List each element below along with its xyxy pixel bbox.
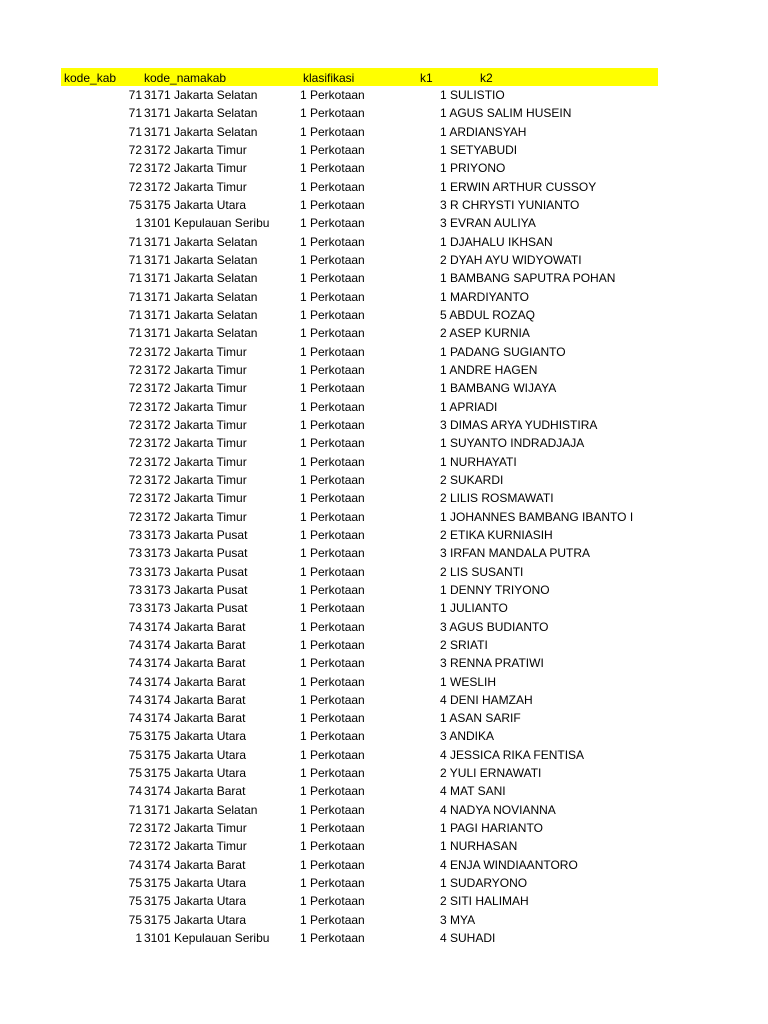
table-row [0, 782, 768, 800]
cell-k2[interactable]: 5 ABDUL ROZAQ [440, 307, 535, 322]
cell-kode-kab[interactable]: 72 [128, 344, 142, 359]
cell-kode-kab[interactable]: 72 [128, 362, 142, 377]
table-row [0, 214, 768, 232]
cell-klasifikasi[interactable]: 1 Perkotaan [300, 692, 365, 707]
cell-kode-kab[interactable]: 74 [128, 784, 142, 799]
cell-k2[interactable]: 3 EVRAN AULIYA [440, 216, 536, 231]
cell-klasifikasi[interactable]: 1 Perkotaan [300, 821, 365, 836]
table-row [0, 709, 768, 727]
cell-kode-kab[interactable]: 73 [128, 564, 142, 579]
cell-kode-kab[interactable]: 71 [128, 289, 142, 304]
cell-kode-kab[interactable]: 74 [128, 656, 142, 671]
cell-kode-kab[interactable]: 75 [128, 912, 142, 927]
table-row [0, 398, 768, 416]
cell-kode-kab[interactable]: 75 [128, 894, 142, 909]
cell-kode-namakab[interactable]: 3172 Jakarta Timur [144, 839, 247, 854]
cell-k2[interactable]: 1 NURHASAN [440, 839, 518, 854]
cell-klasifikasi[interactable]: 1 Perkotaan [300, 362, 365, 377]
cell-klasifikasi[interactable]: 1 Perkotaan [300, 839, 365, 854]
cell-k2[interactable]: 1 PAGI HARIANTO [440, 821, 543, 836]
cell-k2[interactable]: 3 AGUS BUDIANTO [440, 619, 549, 634]
table-row [0, 471, 768, 489]
cell-klasifikasi[interactable]: 1 Perkotaan [300, 674, 365, 689]
cell-k2[interactable]: 2 LIS SUSANTI [440, 564, 524, 579]
cell-k2[interactable]: 2 ASEP KURNIA [440, 326, 530, 341]
cell-kode-namakab[interactable]: 3173 Jakarta Pusat [144, 582, 248, 597]
cell-klasifikasi[interactable]: 1 Perkotaan [300, 509, 365, 524]
table-row [0, 159, 768, 177]
cell-kode-kab[interactable]: 73 [128, 527, 142, 542]
cell-k2[interactable]: 1 ASAN SARIF [440, 711, 521, 726]
cell-kode-namakab[interactable]: 3172 Jakarta Timur [144, 821, 247, 836]
cell-kode-namakab[interactable]: 3172 Jakarta Timur [144, 509, 247, 524]
cell-kode-namakab[interactable]: 3173 Jakarta Pusat [144, 546, 248, 561]
cell-k2[interactable]: 1 DENNY TRIYONO [440, 582, 550, 597]
cell-kode-namakab[interactable]: 3172 Jakarta Timur [144, 142, 247, 157]
cell-kode-kab[interactable]: 72 [128, 839, 142, 854]
table-row [0, 343, 768, 361]
cell-kode-kab[interactable]: 73 [128, 546, 142, 561]
cell-kode-kab[interactable]: 75 [128, 876, 142, 891]
cell-kode-namakab[interactable]: 3171 Jakarta Selatan [144, 88, 258, 102]
cell-kode-kab[interactable]: 1 [135, 931, 142, 946]
cell-kode-namakab[interactable]: 3175 Jakarta Utara [144, 197, 247, 212]
cell-kode-namakab[interactable]: 3174 Jakarta Barat [144, 674, 246, 689]
table-row [0, 892, 768, 910]
cell-k2[interactable]: 3 ANDIKA [440, 729, 495, 744]
cell-klasifikasi[interactable]: 1 Perkotaan [300, 417, 365, 432]
cell-kode-kab[interactable]: 73 [128, 601, 142, 616]
cell-kode-kab[interactable]: 74 [128, 711, 142, 726]
cell-klasifikasi[interactable]: 1 Perkotaan [300, 766, 365, 781]
table-row [0, 654, 768, 672]
cell-kode-kab[interactable]: 72 [128, 454, 142, 469]
cell-kode-kab[interactable]: 72 [128, 179, 142, 194]
cell-kode-kab[interactable]: 74 [128, 857, 142, 872]
cell-kode-kab[interactable]: 75 [128, 747, 142, 762]
table-row [0, 599, 768, 617]
cell-k2[interactable]: 3 RENNA PRATIWI [440, 656, 544, 671]
cell-klasifikasi[interactable]: 1 Perkotaan [300, 307, 365, 322]
header-k2[interactable]: k2 [480, 71, 493, 85]
table-row [0, 104, 768, 122]
cell-klasifikasi[interactable]: 1 Perkotaan [300, 234, 365, 249]
cell-k2[interactable]: 2 ETIKA KURNIASIH [440, 527, 553, 542]
cell-kode-namakab[interactable]: 3172 Jakarta Timur [144, 454, 247, 469]
cell-klasifikasi[interactable]: 1 Perkotaan [300, 436, 365, 451]
cell-k2[interactable]: 2 YULI ERNAWATI [440, 766, 542, 781]
cell-kode-namakab[interactable]: 3172 Jakarta Timur [144, 344, 247, 359]
table-row [0, 819, 768, 837]
cell-k2[interactable]: 4 SUHADI [440, 931, 496, 946]
cell-kode-namakab[interactable]: 3172 Jakarta Timur [144, 179, 247, 194]
cell-klasifikasi[interactable]: 1 Perkotaan [300, 399, 365, 414]
cell-klasifikasi[interactable]: 1 Perkotaan [300, 564, 365, 579]
table-row [0, 581, 768, 599]
cell-kode-kab[interactable]: 71 [128, 106, 142, 121]
cell-kode-namakab[interactable]: 3172 Jakarta Timur [144, 491, 247, 506]
cell-klasifikasi[interactable]: 1 Perkotaan [300, 601, 365, 616]
cell-klasifikasi[interactable]: 1 Perkotaan [300, 894, 365, 909]
cell-klasifikasi[interactable]: 1 Perkotaan [300, 289, 365, 304]
cell-k2[interactable]: 4 ENJA WINDIAANTORO [440, 857, 578, 872]
cell-k2[interactable]: 1 WESLIH [440, 674, 497, 689]
cell-kode-kab[interactable]: 71 [128, 252, 142, 267]
cell-kode-namakab[interactable]: 3174 Jakarta Barat [144, 656, 246, 671]
cell-k2[interactable]: 1 ARDIANSYAH [440, 124, 527, 139]
table-row [0, 324, 768, 342]
cell-kode-namakab[interactable]: 3101 Kepulauan Seribu [144, 931, 270, 946]
cell-kode-namakab[interactable]: 3171 Jakarta Selatan [144, 124, 258, 139]
cell-klasifikasi[interactable]: 1 Perkotaan [300, 252, 365, 267]
cell-klasifikasi[interactable]: 1 Perkotaan [300, 142, 365, 157]
cell-klasifikasi[interactable]: 1 Perkotaan [300, 161, 365, 176]
cell-kode-namakab[interactable]: 3101 Kepulauan Seribu [144, 216, 270, 231]
cell-kode-kab[interactable]: 75 [128, 729, 142, 744]
header-klasifikasi[interactable]: klasifikasi [303, 71, 355, 85]
cell-kode-namakab[interactable]: 3172 Jakarta Timur [144, 436, 247, 451]
cell-kode-kab[interactable]: 71 [128, 234, 142, 249]
cell-k2[interactable]: 4 NADYA NOVIANNA [440, 802, 556, 817]
cell-kode-namakab[interactable]: 3175 Jakarta Utara [144, 729, 247, 744]
table-row [0, 801, 768, 819]
cell-k2[interactable]: 2 SITI HALIMAH [440, 894, 529, 909]
cell-kode-namakab[interactable]: 3171 Jakarta Selatan [144, 289, 258, 304]
cell-kode-namakab[interactable]: 3175 Jakarta Utara [144, 912, 247, 927]
cell-kode-kab[interactable]: 72 [128, 399, 142, 414]
cell-k2[interactable]: 1 MARDIYANTO [440, 289, 529, 304]
cell-kode-namakab[interactable]: 3171 Jakarta Selatan [144, 106, 258, 121]
cell-klasifikasi[interactable]: 1 Perkotaan [300, 876, 365, 891]
table-row [0, 141, 768, 159]
cell-kode-namakab[interactable]: 3173 Jakarta Pusat [144, 564, 248, 579]
cell-kode-kab[interactable]: 72 [128, 142, 142, 157]
cell-k2[interactable]: 1 APRIADI [440, 399, 498, 414]
cell-klasifikasi[interactable]: 1 Perkotaan [300, 106, 365, 121]
cell-klasifikasi[interactable]: 1 Perkotaan [300, 88, 365, 102]
cell-kode-namakab[interactable]: 3171 Jakarta Selatan [144, 802, 258, 817]
cell-kode-namakab[interactable]: 3174 Jakarta Barat [144, 784, 246, 799]
cell-klasifikasi[interactable]: 1 Perkotaan [300, 326, 365, 341]
cell-klasifikasi[interactable]: 1 Perkotaan [300, 381, 365, 396]
table-row [0, 178, 768, 196]
cell-kode-kab[interactable]: 71 [128, 88, 142, 102]
cell-k2[interactable]: 1 SUYANTO INDRADJAJA [440, 436, 585, 451]
cell-k2[interactable]: 1 JULIANTO [440, 601, 508, 616]
cell-kode-namakab[interactable]: 3174 Jakarta Barat [144, 711, 246, 726]
table-row [0, 416, 768, 434]
cell-klasifikasi[interactable]: 1 Perkotaan [300, 619, 365, 634]
cell-kode-namakab[interactable]: 3175 Jakarta Utara [144, 766, 247, 781]
cell-k2[interactable]: 2 SRIATI [440, 637, 488, 652]
cell-kode-namakab[interactable]: 3173 Jakarta Pusat [144, 527, 248, 542]
cell-klasifikasi[interactable]: 1 Perkotaan [300, 216, 365, 231]
cell-kode-kab[interactable]: 72 [128, 509, 142, 524]
cell-k2[interactable]: 2 SUKARDI [440, 472, 504, 487]
table-row [0, 929, 768, 947]
header-kode-namakab[interactable]: kode_namakab [144, 71, 227, 85]
table-row [0, 123, 768, 141]
cell-klasifikasi[interactable]: 1 Perkotaan [300, 472, 365, 487]
cell-kode-kab[interactable]: 71 [128, 124, 142, 139]
cell-k2[interactable]: 1 BAMBANG WIJAYA [440, 381, 557, 396]
cell-kode-kab[interactable]: 72 [128, 491, 142, 506]
table-row [0, 434, 768, 452]
header-k1[interactable]: k1 [420, 71, 433, 85]
cell-klasifikasi[interactable]: 1 Perkotaan [300, 124, 365, 139]
cell-klasifikasi[interactable]: 1 Perkotaan [300, 527, 365, 542]
header-row [61, 68, 658, 86]
cell-kode-namakab[interactable]: 3173 Jakarta Pusat [144, 601, 248, 616]
cell-kode-kab[interactable]: 71 [128, 802, 142, 817]
cell-klasifikasi[interactable]: 1 Perkotaan [300, 582, 365, 597]
table-row [0, 196, 768, 214]
table-row [0, 746, 768, 764]
cell-kode-namakab[interactable]: 3171 Jakarta Selatan [144, 326, 258, 341]
cell-klasifikasi[interactable]: 1 Perkotaan [300, 729, 365, 744]
cell-kode-kab[interactable]: 72 [128, 161, 142, 176]
table-row [0, 233, 768, 251]
table-row [0, 526, 768, 544]
cell-klasifikasi[interactable]: 1 Perkotaan [300, 931, 365, 946]
table-row [0, 508, 768, 526]
cell-kode-namakab[interactable]: 3174 Jakarta Barat [144, 619, 246, 634]
cell-k2[interactable]: 2 DYAH AYU WIDYOWATI [440, 252, 582, 267]
cell-kode-namakab[interactable]: 3174 Jakarta Barat [144, 637, 246, 652]
cell-kode-kab[interactable]: 71 [128, 271, 142, 286]
table-row [0, 251, 768, 269]
spreadsheet [0, 68, 768, 947]
cell-k2[interactable]: 4 DENI HAMZAH [440, 692, 533, 707]
cell-kode-kab[interactable]: 72 [128, 436, 142, 451]
cell-k2[interactable]: 1 JOHANNES BAMBANG IBANTO I [440, 509, 634, 524]
cell-kode-namakab[interactable]: 3171 Jakarta Selatan [144, 252, 258, 267]
cell-kode-namakab[interactable]: 3172 Jakarta Timur [144, 417, 247, 432]
cell-kode-namakab[interactable]: 3172 Jakarta Timur [144, 472, 247, 487]
cell-kode-kab[interactable]: 74 [128, 619, 142, 634]
cell-klasifikasi[interactable]: 1 Perkotaan [300, 491, 365, 506]
cell-klasifikasi[interactable]: 1 Perkotaan [300, 784, 365, 799]
cell-klasifikasi[interactable]: 1 Perkotaan [300, 711, 365, 726]
cell-kode-kab[interactable]: 71 [128, 326, 142, 341]
cell-kode-namakab[interactable]: 3171 Jakarta Selatan [144, 271, 258, 286]
cell-kode-namakab[interactable]: 3172 Jakarta Timur [144, 399, 247, 414]
cell-kode-kab[interactable]: 74 [128, 637, 142, 652]
cell-kode-kab[interactable]: 74 [128, 692, 142, 707]
cell-klasifikasi[interactable]: 1 Perkotaan [300, 271, 365, 286]
cell-klasifikasi[interactable]: 1 Perkotaan [300, 912, 365, 927]
cell-k2[interactable]: 3 MYA [440, 912, 476, 927]
cell-k2[interactable]: 4 MAT SANI [440, 784, 506, 799]
cell-k2[interactable]: 1 DJAHALU IKHSAN [440, 234, 553, 249]
cell-k2[interactable]: 3 DIMAS ARYA YUDHISTIRA [440, 417, 598, 432]
cell-kode-kab[interactable]: 72 [128, 821, 142, 836]
cell-kode-kab[interactable]: 72 [128, 381, 142, 396]
cell-kode-namakab[interactable]: 3174 Jakarta Barat [144, 692, 246, 707]
table-row [0, 618, 768, 636]
table-row [0, 911, 768, 929]
table-row [0, 764, 768, 782]
table-row [0, 544, 768, 562]
table-row [0, 727, 768, 745]
cell-kode-namakab[interactable]: 3171 Jakarta Selatan [144, 307, 258, 322]
cell-klasifikasi[interactable]: 1 Perkotaan [300, 344, 365, 359]
table-row [0, 856, 768, 874]
table-row [0, 691, 768, 709]
cell-kode-namakab[interactable]: 3174 Jakarta Barat [144, 857, 246, 872]
cell-k2[interactable]: 3 IRFAN MANDALA PUTRA [440, 546, 591, 561]
cell-klasifikasi[interactable]: 1 Perkotaan [300, 747, 365, 762]
cell-kode-namakab[interactable]: 3172 Jakarta Timur [144, 381, 247, 396]
cell-kode-namakab[interactable]: 3175 Jakarta Utara [144, 876, 247, 891]
cell-k2[interactable]: 4 JESSICA RIKA FENTISA [440, 747, 585, 762]
cell-klasifikasi[interactable]: 1 Perkotaan [300, 454, 365, 469]
cell-k2[interactable]: 1 SETYABUDI [440, 142, 518, 157]
cell-k2[interactable]: 2 LILIS ROSMAWATI [440, 491, 554, 506]
cell-klasifikasi[interactable]: 1 Perkotaan [300, 197, 365, 212]
cell-k2[interactable]: 1 PRIYONO [440, 161, 506, 176]
table-row [0, 874, 768, 892]
table-row [0, 86, 768, 104]
cell-kode-namakab[interactable]: 3172 Jakarta Timur [144, 161, 247, 176]
cell-kode-kab[interactable]: 72 [128, 472, 142, 487]
cell-kode-kab[interactable]: 71 [128, 307, 142, 322]
table-row [0, 288, 768, 306]
cell-kode-namakab[interactable]: 3175 Jakarta Utara [144, 894, 247, 909]
cell-kode-kab[interactable]: 75 [128, 197, 142, 212]
table-row [0, 269, 768, 287]
cell-k2[interactable]: 1 ANDRE HAGEN [440, 362, 538, 377]
cell-klasifikasi[interactable]: 1 Perkotaan [300, 802, 365, 817]
table-row [0, 837, 768, 855]
cell-kode-kab[interactable]: 75 [128, 766, 142, 781]
cell-kode-kab[interactable]: 1 [135, 216, 142, 231]
cell-k2[interactable]: 3 R CHRYSTI YUNIANTO [440, 197, 580, 212]
cell-k2[interactable]: 1 SUDARYONO [440, 876, 528, 891]
table-row [0, 673, 768, 691]
cell-klasifikasi[interactable]: 1 Perkotaan [300, 179, 365, 194]
table-row [0, 379, 768, 397]
cell-kode-kab[interactable]: 73 [128, 582, 142, 597]
table-row [0, 453, 768, 471]
cell-kode-kab[interactable]: 72 [128, 417, 142, 432]
cell-kode-kab[interactable]: 74 [128, 674, 142, 689]
table-row [0, 563, 768, 581]
table-body [0, 86, 768, 947]
cell-k2[interactable]: 1 ERWIN ARTHUR CUSSOY [440, 179, 597, 194]
header-kode-kab[interactable]: kode_kab [64, 71, 117, 85]
cell-klasifikasi[interactable]: 1 Perkotaan [300, 656, 365, 671]
table-row [0, 306, 768, 324]
cell-klasifikasi[interactable]: 1 Perkotaan [300, 637, 365, 652]
table-row [0, 361, 768, 379]
cell-klasifikasi[interactable]: 1 Perkotaan [300, 546, 365, 561]
cell-kode-namakab[interactable]: 3172 Jakarta Timur [144, 362, 247, 377]
cell-k2[interactable]: 1 NURHAYATI [440, 454, 517, 469]
cell-k2[interactable]: 1 AGUS SALIM HUSEIN [440, 106, 572, 121]
table-row [0, 636, 768, 654]
table-row [0, 489, 768, 507]
cell-kode-namakab[interactable]: 3175 Jakarta Utara [144, 747, 247, 762]
cell-k2[interactable]: 1 PADANG SUGIANTO [440, 344, 566, 359]
cell-k2[interactable]: 1 SULISTIO [440, 88, 505, 102]
cell-k2[interactable]: 1 BAMBANG SAPUTRA POHAN [440, 271, 616, 286]
cell-kode-namakab[interactable]: 3171 Jakarta Selatan [144, 234, 258, 249]
cell-klasifikasi[interactable]: 1 Perkotaan [300, 857, 365, 872]
